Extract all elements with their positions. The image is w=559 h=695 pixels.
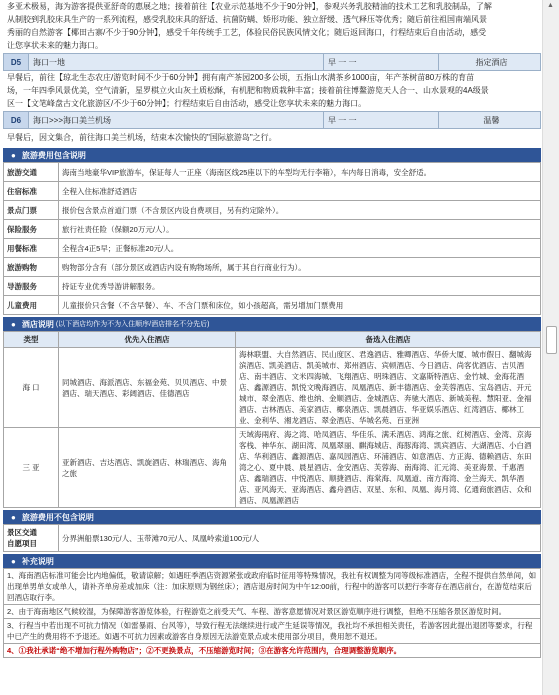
row-key: 旅游交通 bbox=[4, 163, 59, 182]
table-row bbox=[4, 296, 541, 315]
section-title: 补充说明 bbox=[21, 556, 54, 566]
column-header: 类型 bbox=[4, 332, 59, 348]
row-value: 全程入住标准舒适酒店 bbox=[59, 182, 541, 201]
d5-line: 区一【文笔峰盘古文化旅游区/不少于60分钟】；行程结束后自由活动，感受让您享状未来的魅力海口。 bbox=[7, 99, 367, 108]
day-header-d5 bbox=[3, 53, 541, 71]
day-meal: 早 一 一 bbox=[324, 112, 439, 128]
section-title: 酒店说明 bbox=[21, 319, 54, 329]
d6-text bbox=[3, 129, 541, 146]
d5-line: 场，一年四季风景优美，空气清新，星罗棋立火山灰土质松酥，有机肥和物质栽种丰富；接着前往博鳌游览天人合一、山水景观的4A级景 bbox=[7, 86, 489, 95]
excluded-table bbox=[3, 524, 541, 552]
row-key: 住宿标准 bbox=[4, 182, 59, 201]
intro-line: 秀丽的自然游客【椰田古寨/不少于90分钟】，感受千年传统手工艺，体验民俗民族风情文化；随后返回海口，行程结束后自由活动，感受 bbox=[7, 28, 487, 37]
priority-hotels-cell: 同城酒店、海派酒店、东福金苑、贝贝酒店、中景酒店、瑞天酒店、彩阔酒店、佳德酒店 bbox=[59, 348, 236, 428]
table-row bbox=[4, 605, 541, 619]
document-page bbox=[3, 0, 541, 658]
row-value: 报价包含景点首道门票（不含景区内设自费项目，另有约定除外）。 bbox=[59, 201, 541, 220]
city-cell: 海 口 bbox=[4, 348, 59, 428]
row-value: 全程含4正5早；正餐标准20元/人。 bbox=[59, 239, 541, 258]
row-value: 购物部分含有（部分景区或酒店内设有购物场所，属于其自行商业行为）。 bbox=[59, 258, 541, 277]
hotel-table bbox=[3, 331, 541, 508]
intro-line: 让您享状未来的魅力海口。 bbox=[7, 41, 103, 50]
d6-line: 早餐后，因文集合，前往海口美兰机场，结束本次愉快的"国际旅游岛"之行。 bbox=[7, 133, 277, 142]
intro-text bbox=[3, 0, 541, 52]
alternate-hotels-cell: 天域海兩府、海之湾、哈凤酒店、华佳乐、满禾酒店、鸿海之旅、红树酒店、金湾、京海客栈、神华东、湖田湾、凤凰翠丽、麒海城店、海豚海湾、凯宾酒店、大湖酒店、小白酒店、华利酒店、鑫源酒店、嘉凤园酒店、环浦酒店、如意酒店、方正海、德赖酒店、东田湾之心、夏中晨、晨星酒店、金安酒店、芙蓉海、南海湾、汇元湾、美亚海景、千惠酒店、鑫瑞酒店、中悦酒店、顺捷酒店、海棠海、凤凰道、南方海湾、金兰海天、凯华酒店、亚风海天、亚海酒店、鑫舟酒店、双星、东和、凤凰、海月湾、亿通商旅酒店、众和酒店、凤凰源酒店 bbox=[236, 428, 541, 508]
excluded-section-header: ● 旅游费用不包含说明 bbox=[3, 510, 541, 524]
row-value: 儿童报价只含餐（不含早餐）、车、不含门票和床位，如小孩超高，需另增加门票费用 bbox=[59, 296, 541, 315]
note-item-highlight: 4、①我社承诺“绝不增加行程外购物店”；②不更换景点，不压缩游览时间；③在游客允许范围内，合理调整游览顺序。 bbox=[4, 644, 541, 658]
note-item: 2、由于海南地区气候较湿，为保障游客游览体验，行程游览之前受天气、车程、游客意愿情况对景区游览顺序进行调整，但绝不压缩各景区游览时间。 bbox=[4, 605, 541, 619]
included-section-header: ● 旅游费用包含说明 bbox=[3, 148, 541, 162]
row-key: 景区交通 自愿项目 bbox=[4, 525, 59, 552]
row-key: 景点门票 bbox=[4, 201, 59, 220]
row-key: 儿童费用 bbox=[4, 296, 59, 315]
row-value: 海南当地豪华VIP旅游车，保证每人一正座（海南区线25座以下的车型均无行李箱），车内每日消毒，安全舒适。 bbox=[59, 163, 541, 182]
day-meal: 早 一 一 bbox=[324, 54, 439, 70]
d5-line: 早餐后，前往【琼北生态农庄/游览时间不少于60分钟】拥有南产茶园200多公顷，五指山水满茶乡1000亩，年产茶树苗80万株的育苗 bbox=[7, 73, 475, 82]
notes-table bbox=[3, 568, 541, 658]
section-subtitle: (以下酒店均作为不为入住顺序/酒店排名不分先后) bbox=[55, 321, 210, 328]
table-row bbox=[4, 569, 541, 605]
row-value: 旅行社责任险（保额20万元/人）。 bbox=[59, 220, 541, 239]
included-table bbox=[3, 162, 541, 315]
note-item: 3、行程当中若出现不可抗力情况（如雷暴雨、台风等），导致行程无法继续进行或产生延误等情况，我社均不承担相关责任，若游客因此提出退团等要求，行程中已产生的费用将不予退还。如遇不可抗力因素或游客自身原因无法游览景点或未使用部分项目，费用恕不退还。 bbox=[4, 619, 541, 644]
day-hotel: 指定酒店 bbox=[475, 57, 508, 67]
table-row bbox=[4, 525, 541, 552]
day-route: 海口一地 bbox=[29, 54, 324, 70]
table-row bbox=[4, 619, 541, 644]
section-title: 旅游费用包含说明 bbox=[21, 150, 86, 160]
table-row bbox=[4, 348, 541, 428]
table-row bbox=[4, 428, 541, 508]
intro-line: 多亚术极易，海为游客提供亚舒奇的惠展之地；接着前往【农业示范基地不少于90分钟】，参观兴务乳胶精油的技术工艺和乳胶制品，了解 bbox=[7, 2, 492, 11]
row-value: 持证专业优秀导游讲解服务。 bbox=[59, 277, 541, 296]
scrollbar-thumb[interactable] bbox=[546, 326, 557, 354]
priority-hotels-cell: 亚新酒店、吉达酒店、凯旋酒店、林瑞酒店、海角之旅 bbox=[59, 428, 236, 508]
day-hotel: 温馨 bbox=[483, 115, 500, 125]
day-header-d6 bbox=[3, 111, 541, 129]
column-header: 备选入住酒店 bbox=[236, 332, 541, 348]
day-label: D6 bbox=[4, 112, 29, 128]
table-row bbox=[4, 201, 541, 220]
row-key: 保险服务 bbox=[4, 220, 59, 239]
d5-text bbox=[3, 71, 541, 110]
hotel-section-header: ● 酒店说明 (以下酒店均作为不为入住顺序/酒店排名不分先后) bbox=[3, 317, 541, 331]
column-header: 优先入住酒店 bbox=[59, 332, 236, 348]
vertical-scrollbar[interactable] bbox=[542, 0, 559, 695]
intro-line: 从制胶到乳胶床具生产的一系列流程，感受乳胶床具的舒适、抗菌防螨、矫形功能、独立舒缓、透气释压等优秀；随后前往祖国南端风景 bbox=[7, 15, 487, 24]
city-cell: 三 亚 bbox=[4, 428, 59, 508]
section-title: 旅游费用不包含说明 bbox=[21, 512, 94, 522]
alternate-hotels-cell: 海林联盟、大自然酒店、民山度区、君逸酒店、雅卿酒店、华侨大厦、城市假日、翻城海滨酒店、凯美酒店、凯美城市、郑州酒店、宾顿酒店、今日酒店、尚客优酒店、吉贝酒店、南丰酒店、文米四海城、飞翔酒店、明珠酒店、文嘉斯特酒店、金竹城、金海花酒店、鑫源酒店、凯悦文晚海酒店、凤凰酒店、新丰德酒店、金芙蓉酒店、宝岛酒店、开元城市、翠金酒店、维也纳、金顺酒店、金城酒店、奔驰大酒店、新城美程、慧阳亚、金福酒店、吉林酒店、美家酒店、椰泉酒店、凯晨酒店、华亚娱乐酒店、红湾酒店、椰林工业、金利华、湘龙酒店、翠金酒店、华城名苑、百亚洲 bbox=[236, 348, 541, 428]
table-row bbox=[4, 258, 541, 277]
table-row bbox=[4, 239, 541, 258]
row-key: 旅游购物 bbox=[4, 258, 59, 277]
table-row bbox=[4, 163, 541, 182]
day-route: 海口>>>海口美兰机场 bbox=[29, 112, 324, 128]
table-row bbox=[4, 182, 541, 201]
table-row bbox=[4, 644, 541, 658]
table-row bbox=[4, 220, 541, 239]
row-key: 导游服务 bbox=[4, 277, 59, 296]
day-label: D5 bbox=[4, 54, 29, 70]
row-key: 用餐标准 bbox=[4, 239, 59, 258]
note-item: 1、海南酒店标准可能会比内地偏低，敬请谅解；如遇旺季酒店资源紧张或政府临时征用等特殊情况，我社有权调整为同等级标准酒店，全程不提供自然单间，如出现单男单女或单人，请补齐单房差或加床（注：加床原则为钢丝床）；酒店退房时间为中午12:00前，行程中的游客可以把行李寄存在酒店前台，在游览结束后回酒店取行李。 bbox=[4, 569, 541, 605]
table-row bbox=[4, 277, 541, 296]
chevron-up-icon[interactable]: ▲ bbox=[547, 2, 554, 9]
row-value: 分界洲船票130元/人、玉带滩70元/人、凤凰岭索道100元/人 bbox=[59, 525, 541, 552]
notes-section-header: ● 补充说明 bbox=[3, 554, 541, 568]
